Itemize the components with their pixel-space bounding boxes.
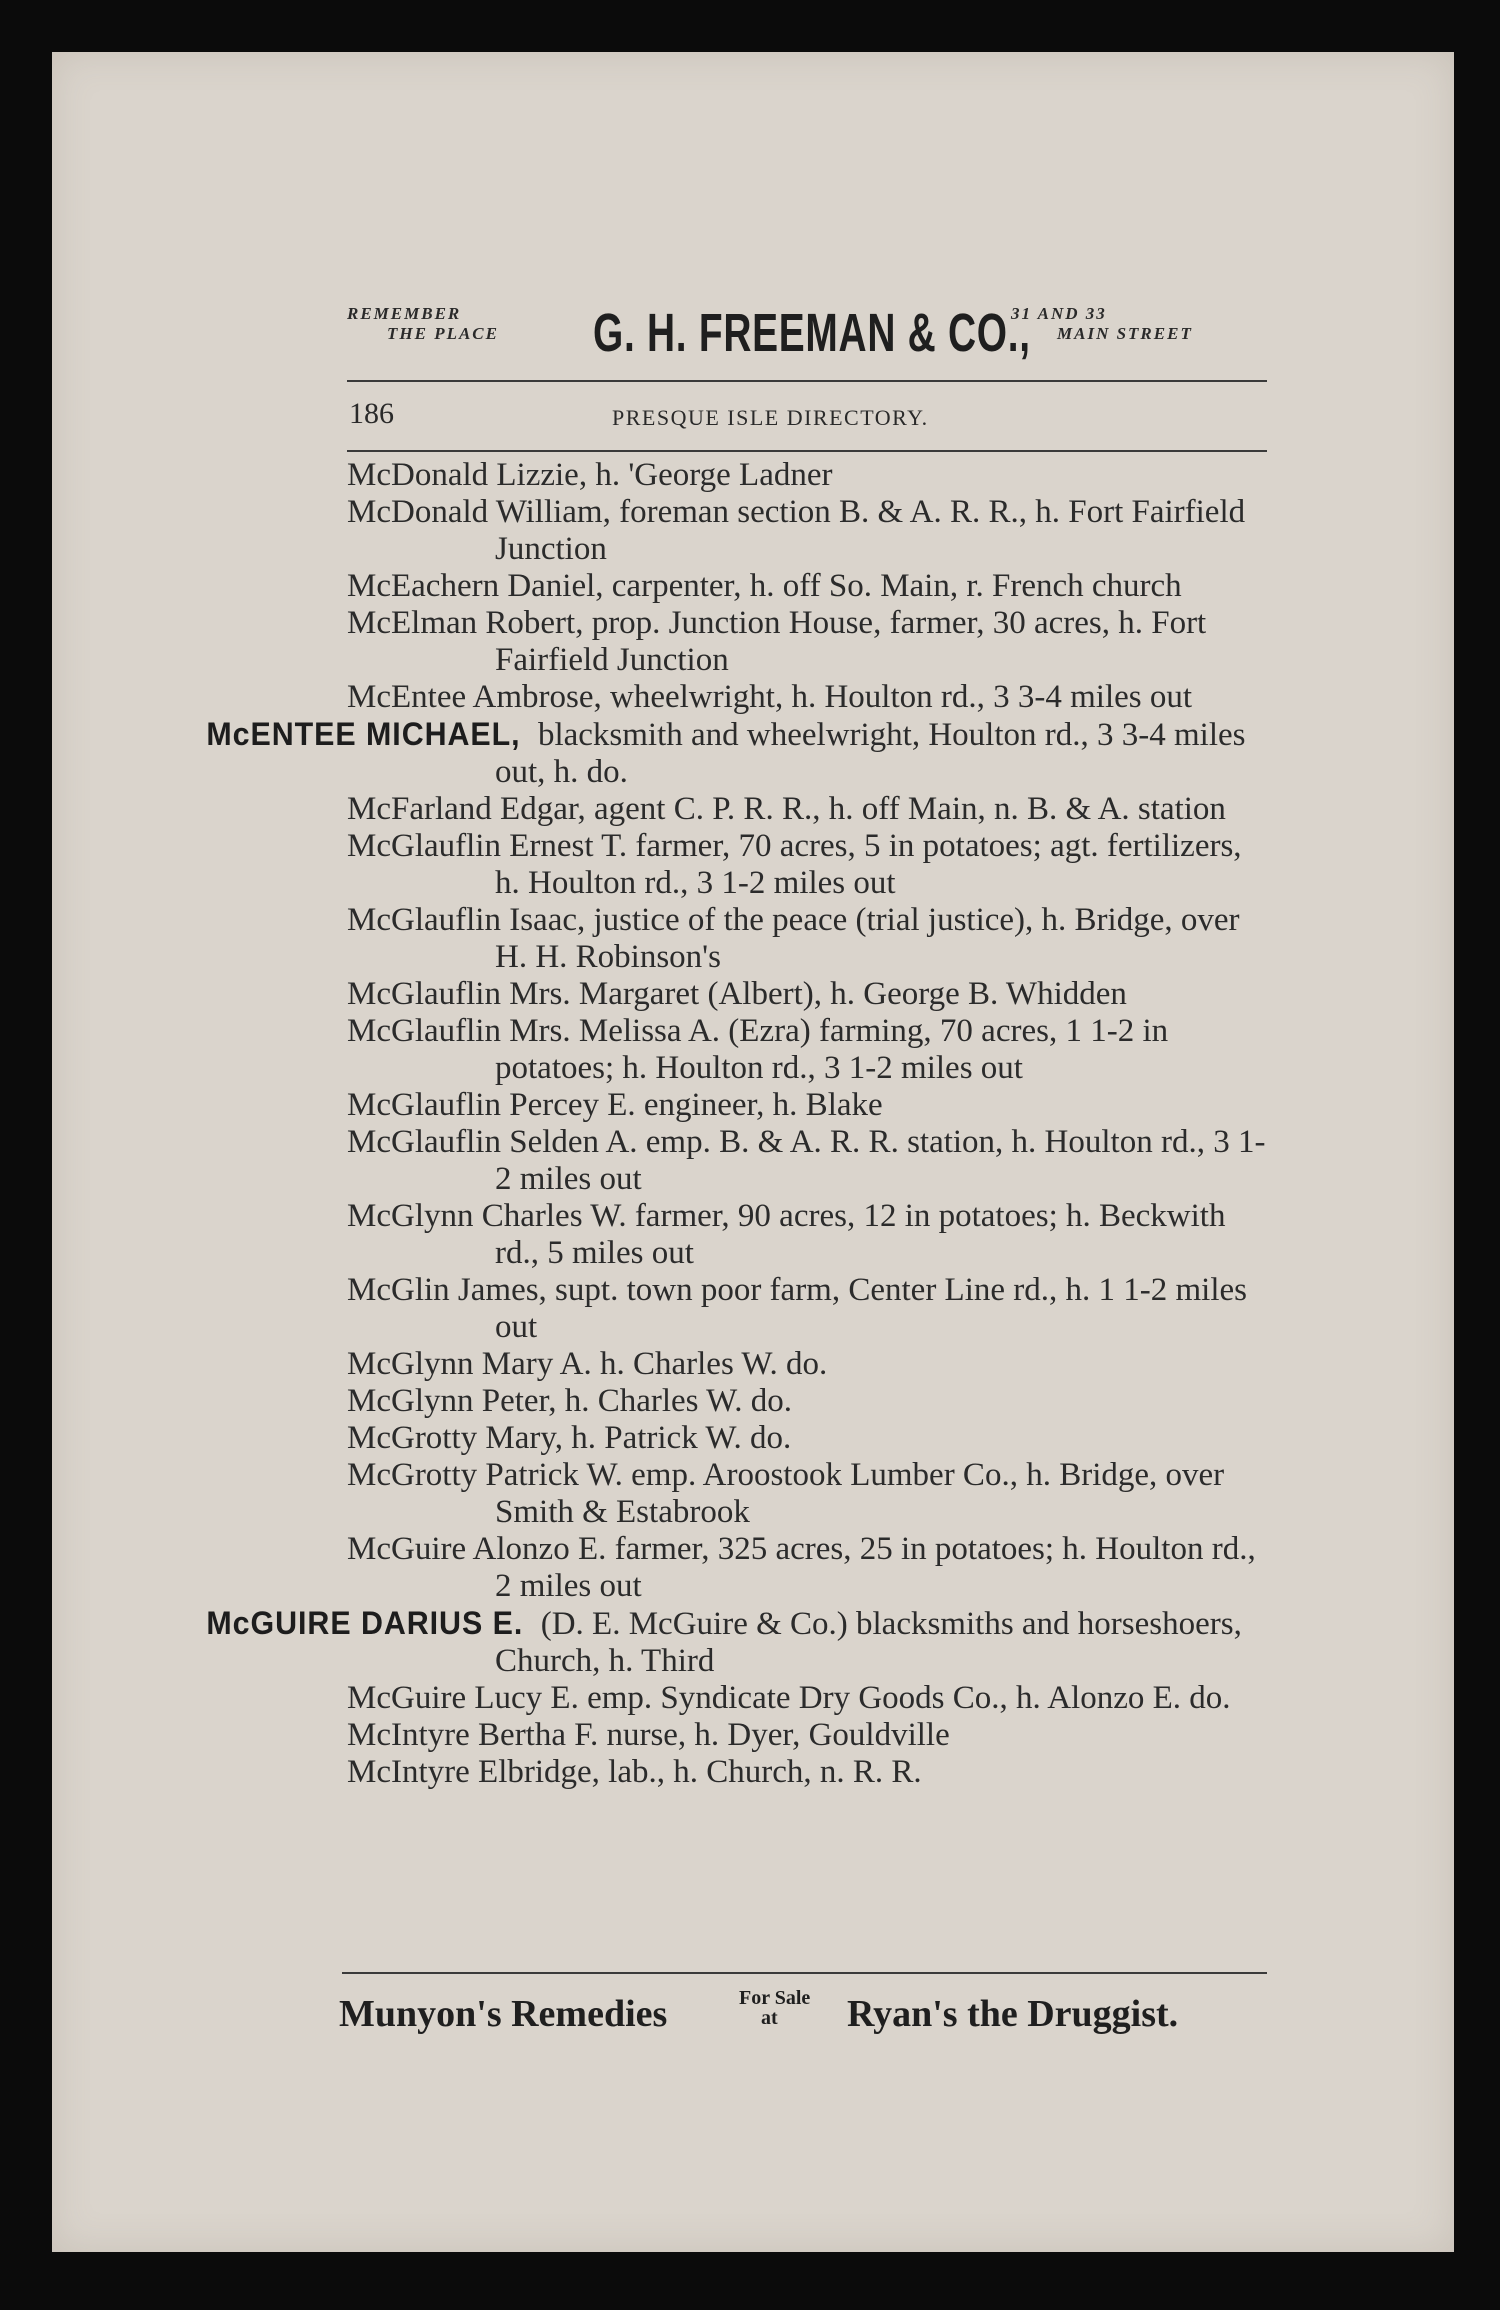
entry-text: McDonald William, foreman section B. & A. R. R., h. Fort Fairfield Junction [347, 494, 1246, 567]
directory-entry [347, 1198, 1272, 1272]
address-line-2: MAIN STREET [1057, 324, 1193, 343]
directory-entry [347, 1383, 1272, 1420]
entry-text: McGlynn Charles W. farmer, 90 acres, 12 in potatoes; h. Beckwith rd., 5 miles out [347, 1198, 1226, 1271]
directory-title: PRESQUE ISLE DIRECTORY. [612, 405, 929, 430]
top-advertisement [347, 292, 1267, 372]
entry-text: McEachern Daniel, carpenter, h. off So. Main, r. French church [347, 568, 1182, 604]
entry-text: McGlauflin Mrs. Margaret (Albert), h. George B. Whidden [347, 976, 1127, 1012]
directory-entry [347, 1754, 1272, 1791]
entry-text: blacksmith and wheelwright, Houlton rd., 3 3-4 miles out, h. do. [495, 717, 1246, 790]
entry-text: McEntee Ambrose, wheelwright, h. Houlton rd., 3 3-4 miles out [347, 679, 1193, 715]
directory-entry [347, 1531, 1272, 1605]
directory-entry [347, 1346, 1272, 1383]
entry-text: McIntyre Bertha F. nurse, h. Dyer, Gouldville [347, 1717, 950, 1753]
directory-entry [347, 1717, 1272, 1754]
directory-entry [347, 1087, 1272, 1124]
entry-bold-name: McENTEE MICHAEL, [206, 716, 521, 752]
directory-entry [347, 679, 1272, 716]
the-place-text: THE PLACE [387, 324, 499, 343]
directory-entry [347, 1420, 1272, 1457]
directory-page [52, 52, 1454, 2252]
directory-entry [347, 828, 1272, 902]
entry-text: McElman Robert, prop. Junction House, farmer, 30 acres, h. Fort Fairfield Junction [347, 605, 1207, 678]
entry-text: McGlynn Mary A. h. Charles W. do. [347, 1346, 828, 1382]
directory-entry [347, 568, 1272, 605]
for-sale-text: For Sale [739, 1987, 811, 2009]
directory-entries [206, 457, 1272, 1791]
page-number: 186 [349, 397, 394, 430]
entry-text: McGrotty Mary, h. Patrick W. do. [347, 1420, 792, 1456]
directory-entry [347, 976, 1272, 1013]
directory-entry [347, 605, 1272, 679]
directory-entry [347, 1013, 1272, 1087]
directory-entry [347, 1680, 1272, 1717]
entry-text: McGlauflin Selden A. emp. B. & A. R. R. station, h. Houlton rd., 3 1-2 miles out [347, 1124, 1266, 1197]
entry-text: McFarland Edgar, agent C. P. R. R., h. off Main, n. B. & A. station [347, 791, 1226, 827]
directory-entry [347, 1272, 1272, 1346]
bottom-advertisement [339, 1988, 1279, 2048]
address-line-1: 31 AND 33 [1011, 304, 1107, 323]
directory-entry [347, 457, 1272, 494]
directory-entry [347, 1457, 1272, 1531]
ad-left-text: Munyon's Remedies [339, 1993, 668, 2035]
directory-entry [347, 791, 1272, 828]
directory-entry [206, 716, 1272, 791]
entry-text: McDonald Lizzie, h. 'George Ladner [347, 457, 833, 493]
directory-entry [206, 1605, 1272, 1680]
entry-bold-name: McGUIRE DARIUS E. [206, 1605, 524, 1641]
running-head [347, 397, 1267, 437]
at-text: at [761, 2007, 778, 2029]
remember-text: REMEMBER [347, 304, 462, 323]
top-rule [347, 380, 1267, 382]
directory-entry [347, 494, 1272, 568]
entry-text: McGlauflin Mrs. Melissa A. (Ezra) farming, 70 acres, 1 1-2 in potatoes; h. Houlton rd., 3 1-2 miles out [347, 1013, 1169, 1086]
entry-text: McGuire Alonzo E. farmer, 325 acres, 25 in potatoes; h. Houlton rd., 2 miles out [347, 1531, 1256, 1604]
bottom-rule [342, 1972, 1267, 1974]
entry-text: McGlin James, supt. town poor farm, Center Line rd., h. 1 1-2 miles out [347, 1272, 1248, 1345]
entry-text: McGlauflin Ernest T. farmer, 70 acres, 5 in potatoes; agt. fertilizers, h. Houlton rd., 3 1-2 miles out [347, 828, 1242, 901]
directory-entry [347, 1124, 1272, 1198]
for-sale-at [739, 1988, 810, 2028]
entry-text: McGrotty Patrick W. emp. Aroostook Lumber Co., h. Bridge, over Smith & Estabrook [347, 1457, 1225, 1530]
directory-entry [347, 902, 1272, 976]
entry-text: McIntyre Elbridge, lab., h. Church, n. R. R. [347, 1754, 922, 1790]
entry-text: (D. E. McGuire & Co.) blacksmiths and horseshoers, Church, h. Third [495, 1606, 1242, 1679]
entry-text: McGlauflin Isaac, justice of the peace (trial justice), h. Bridge, over H. H. Robinson's [347, 902, 1240, 975]
header-rule [347, 450, 1267, 452]
entry-text: McGuire Lucy E. emp. Syndicate Dry Goods Co., h. Alonzo E. do. [347, 1680, 1231, 1716]
ad-right-text: Ryan's the Druggist. [847, 1993, 1179, 2035]
entry-text: McGlynn Peter, h. Charles W. do. [347, 1383, 793, 1419]
entry-text: McGlauflin Percey E. engineer, h. Blake [347, 1087, 883, 1123]
company-name: G. H. FREEMAN & CO., [593, 303, 1031, 363]
